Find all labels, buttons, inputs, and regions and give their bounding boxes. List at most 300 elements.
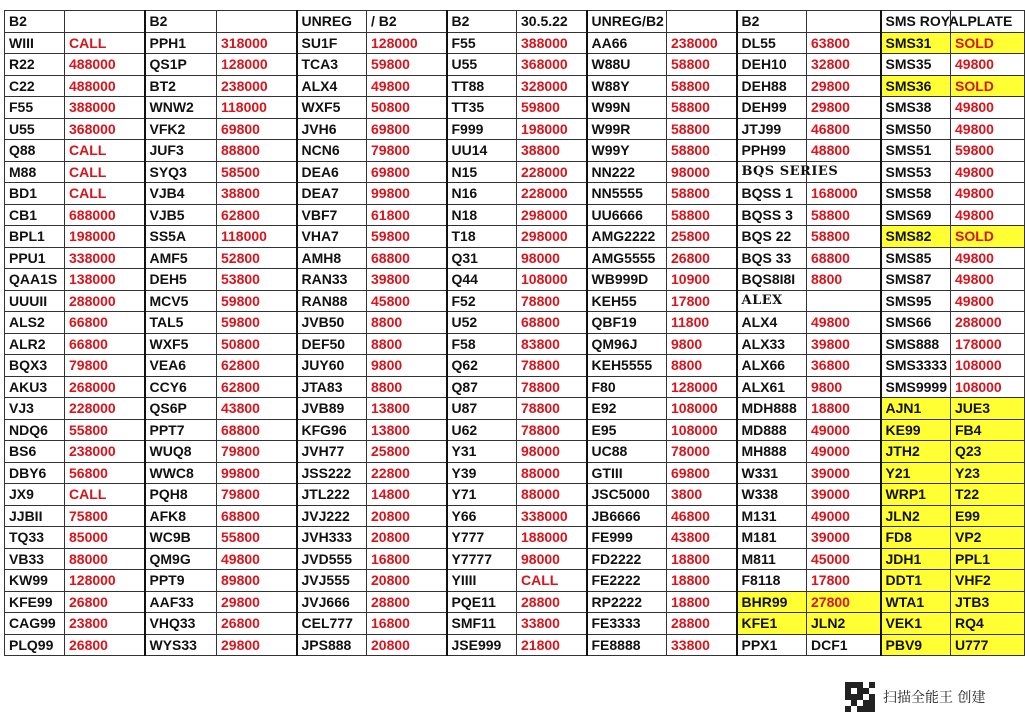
plate-price: SOLD: [951, 75, 1025, 97]
plate-price: 62800: [217, 355, 297, 377]
plate-number: WIII: [5, 32, 65, 54]
plate-price: 63800: [807, 32, 881, 54]
table-row: [5, 333, 1025, 355]
column-subheader: 30.5.22: [517, 11, 587, 33]
plate-number: Q44: [447, 269, 517, 291]
plate-number: BHR99: [737, 591, 807, 613]
plate-price: 108000: [517, 269, 587, 291]
plate-number: VJB4: [145, 183, 217, 205]
plate-price: 8800: [807, 269, 881, 291]
table-row: [5, 32, 1025, 54]
plate-price: 61800: [367, 204, 447, 226]
plate-number: JUY60: [297, 355, 367, 377]
column-subheader: [65, 11, 145, 33]
plate-number: JTB3: [951, 591, 1025, 613]
plate-price: 99800: [367, 183, 447, 205]
plate-price: 27800: [807, 591, 881, 613]
plate-price: 338000: [517, 505, 587, 527]
plate-price: CALL: [65, 183, 145, 205]
plate-number: Q31: [447, 247, 517, 269]
plate-price: 79800: [217, 441, 297, 463]
plate-price: 28800: [667, 613, 737, 635]
plate-number: FE2222: [587, 570, 667, 592]
table-row: [5, 376, 1025, 398]
plate-number: JX9: [5, 484, 65, 506]
plate-number: BQSS 1: [737, 183, 807, 205]
plate-number: AKU3: [5, 376, 65, 398]
plate-price: 198000: [65, 226, 145, 248]
plate-number: FE3333: [587, 613, 667, 635]
plate-number: VHF2: [951, 570, 1025, 592]
plate-number: U55: [447, 54, 517, 76]
plate-price: 68800: [217, 419, 297, 441]
plate-number: Q23: [951, 441, 1025, 463]
plate-number: Q87: [447, 376, 517, 398]
plate-number: ALS2: [5, 312, 65, 334]
plate-number: KFG96: [297, 419, 367, 441]
column-header: B2: [737, 11, 807, 33]
plate-number: SMS31: [881, 32, 951, 54]
plate-number: RAN88: [297, 290, 367, 312]
plate-number: VJ3: [5, 398, 65, 420]
plate-price: 9800: [367, 355, 447, 377]
plate-number: JTJ99: [737, 118, 807, 140]
plate-price: 79800: [217, 484, 297, 506]
plate-number: PLQ99: [5, 634, 65, 656]
plate-price: 59800: [367, 54, 447, 76]
plate-number: WTA1: [881, 591, 951, 613]
plate-number: UC88: [587, 441, 667, 463]
table-row: [5, 183, 1025, 205]
plate-number: SMS38: [881, 97, 951, 119]
header-row: [5, 11, 1025, 33]
plate-number: QS6P: [145, 398, 217, 420]
table-row: [5, 161, 1025, 183]
plate-price: 14800: [367, 484, 447, 506]
plate-number: BT2: [145, 75, 217, 97]
plate-price: 46800: [667, 505, 737, 527]
plate-price: 78800: [517, 355, 587, 377]
plate-number: VEK1: [881, 613, 951, 635]
plate-price: 68800: [367, 247, 447, 269]
plate-price: 28800: [517, 591, 587, 613]
plate-number: F58: [447, 333, 517, 355]
plate-price: 49800: [367, 75, 447, 97]
plate-number: JTL222: [297, 484, 367, 506]
plate-price: 13800: [367, 398, 447, 420]
plate-price: 89800: [217, 570, 297, 592]
plate-number: SMS82: [881, 226, 951, 248]
plate-price: 178000: [951, 333, 1025, 355]
plate-price: 62800: [217, 204, 297, 226]
plate-price: 62800: [217, 376, 297, 398]
plate-number: JVB50: [297, 312, 367, 334]
plate-price: 49000: [807, 441, 881, 463]
plate-price: CALL: [65, 140, 145, 162]
plate-number: WRP1: [881, 484, 951, 506]
plate-number: ALX66: [737, 355, 807, 377]
plate-price: 38800: [517, 140, 587, 162]
plate-number: F8118: [737, 570, 807, 592]
plate-price: 78800: [517, 419, 587, 441]
plate-price: 49800: [951, 54, 1025, 76]
plate-number: U62: [447, 419, 517, 441]
plate-number: WWC8: [145, 462, 217, 484]
plate-number: JVH333: [297, 527, 367, 549]
plate-number: JUF3: [145, 140, 217, 162]
plate-number: DEH88: [737, 75, 807, 97]
plate-number: PPX1: [737, 634, 807, 656]
plate-price: 18800: [667, 548, 737, 570]
plate-number: W88Y: [587, 75, 667, 97]
plate-price: 20800: [367, 634, 447, 656]
table-row: [5, 140, 1025, 162]
plate-price: 52800: [217, 247, 297, 269]
plate-number: FD8: [881, 527, 951, 549]
plate-price: 228000: [65, 398, 145, 420]
plate-number: U52: [447, 312, 517, 334]
plate-number: Y23: [951, 462, 1025, 484]
plate-price: 59800: [367, 226, 447, 248]
table-row: [5, 613, 1025, 635]
plate-price: 228000: [517, 183, 587, 205]
plate-price: CALL: [65, 32, 145, 54]
plate-price: 108000: [667, 419, 737, 441]
plate-number: TCA3: [297, 54, 367, 76]
plate-price: 49800: [951, 97, 1025, 119]
scanner-watermark: [845, 680, 985, 714]
plate-number: UU14: [447, 140, 517, 162]
plate-number: TQ33: [5, 527, 65, 549]
plate-number: M181: [737, 527, 807, 549]
plate-number: KFE99: [5, 591, 65, 613]
plate-price: 29800: [807, 75, 881, 97]
plate-price: 32800: [807, 54, 881, 76]
plate-price: 188000: [517, 527, 587, 549]
column-subheader: [667, 11, 737, 33]
plate-number: Y31: [447, 441, 517, 463]
plate-price: 88800: [217, 140, 297, 162]
plate-price: 98000: [667, 161, 737, 183]
plate-number: Y71: [447, 484, 517, 506]
plate-price: 49800: [807, 312, 881, 334]
plate-price: 8800: [367, 376, 447, 398]
plate-number: QM96J: [587, 333, 667, 355]
plate-price: 49000: [807, 419, 881, 441]
plate-number: JB6666: [587, 505, 667, 527]
plate-number: ALX61: [737, 376, 807, 398]
plate-number: SMS50: [881, 118, 951, 140]
plate-price: 50800: [367, 97, 447, 119]
plate-number: F52: [447, 290, 517, 312]
plate-price: 17800: [667, 290, 737, 312]
plate-number: WB999D: [587, 269, 667, 291]
plate-price: 59800: [217, 312, 297, 334]
plate-price: 49800: [951, 204, 1025, 226]
plate-number: PPH1: [145, 32, 217, 54]
plate-number: QAA1S: [5, 269, 65, 291]
plate-number: DEA6: [297, 161, 367, 183]
plate-number: MH888: [737, 441, 807, 463]
plate-price: 78800: [517, 376, 587, 398]
plate-number: PPH99: [737, 140, 807, 162]
plate-price: 228000: [517, 161, 587, 183]
plate-number: BQSS 3: [737, 204, 807, 226]
plate-price: 69800: [367, 161, 447, 183]
plate-number: Q62: [447, 355, 517, 377]
plate-number: SMS888: [881, 333, 951, 355]
column-header: B2: [5, 11, 65, 33]
plate-number: SMS35: [881, 54, 951, 76]
plate-number: JVH77: [297, 441, 367, 463]
plate-price: 688000: [65, 204, 145, 226]
plate-number: SMS85: [881, 247, 951, 269]
table-row: [5, 226, 1025, 248]
plate-number: PPU1: [5, 247, 65, 269]
column-header: SMS ROYALPLATE: [881, 11, 951, 33]
plate-number: TT35: [447, 97, 517, 119]
plate-price: 128000: [667, 376, 737, 398]
plate-number: W338: [737, 484, 807, 506]
plate-number: JLN2: [807, 613, 881, 635]
plate-price: 108000: [951, 355, 1025, 377]
plate-price: 23800: [65, 613, 145, 635]
plate-price: 26800: [217, 613, 297, 635]
plate-price: SOLD: [951, 226, 1025, 248]
plate-price: 368000: [517, 54, 587, 76]
plate-price: 48800: [807, 140, 881, 162]
plate-number: BD1: [5, 183, 65, 205]
plate-price: 33800: [517, 613, 587, 635]
column-header: UNREG/B2: [587, 11, 667, 33]
plate-price: 118000: [217, 226, 297, 248]
plate-price: 39000: [807, 462, 881, 484]
plate-number: MCV5: [145, 290, 217, 312]
plate-number: JTH2: [881, 441, 951, 463]
plate-number: RQ4: [951, 613, 1025, 635]
plate-number: VJB5: [145, 204, 217, 226]
plate-number: SMS69: [881, 204, 951, 226]
table-row: [5, 419, 1025, 441]
plate-price: 45800: [367, 290, 447, 312]
plate-price: 8800: [667, 355, 737, 377]
plate-price: 29800: [807, 97, 881, 119]
plate-number: DDT1: [881, 570, 951, 592]
plate-price: 58800: [667, 183, 737, 205]
plate-price: 59800: [517, 97, 587, 119]
plate-price: 9800: [807, 376, 881, 398]
table-row: [5, 355, 1025, 377]
plate-price: 45000: [807, 548, 881, 570]
plate-number: KEH55: [587, 290, 667, 312]
plate-number: PPT7: [145, 419, 217, 441]
plate-number: VBF7: [297, 204, 367, 226]
plate-price: 36800: [807, 355, 881, 377]
plate-number: RP2222: [587, 591, 667, 613]
plate-number: M811: [737, 548, 807, 570]
plate-price: 168000: [807, 183, 881, 205]
plate-price: 8800: [367, 312, 447, 334]
plate-price-table: [4, 10, 1025, 656]
plate-price: 85000: [65, 527, 145, 549]
plate-number: WUQ8: [145, 441, 217, 463]
plate-number: JSS222: [297, 462, 367, 484]
plate-price: 79800: [65, 355, 145, 377]
plate-number: WXF5: [297, 97, 367, 119]
plate-price: 3800: [667, 484, 737, 506]
plate-number: WYS33: [145, 634, 217, 656]
plate-price: 298000: [517, 226, 587, 248]
plate-number: UU6666: [587, 204, 667, 226]
plate-price: 88000: [65, 548, 145, 570]
plate-number: C22: [5, 75, 65, 97]
plate-number: DEA7: [297, 183, 367, 205]
plate-price: 25800: [367, 441, 447, 463]
plate-price: 53800: [217, 269, 297, 291]
plate-price: 49800: [951, 183, 1025, 205]
plate-price: 238000: [65, 441, 145, 463]
plate-number: JVJ555: [297, 570, 367, 592]
plate-number: JLN2: [881, 505, 951, 527]
plate-price: 78800: [517, 290, 587, 312]
plate-price: 66800: [65, 312, 145, 334]
plate-price: 58800: [667, 54, 737, 76]
plate-price: 58800: [667, 97, 737, 119]
plate-number: T22: [951, 484, 1025, 506]
plate-price: 39800: [807, 333, 881, 355]
plate-price: 58800: [667, 204, 737, 226]
plate-number: GTIII: [587, 462, 667, 484]
plate-number: SMS53: [881, 161, 951, 183]
plate-number: SMS51: [881, 140, 951, 162]
plate-number: JVH6: [297, 118, 367, 140]
plate-number: AAF33: [145, 591, 217, 613]
plate-price: 58800: [807, 204, 881, 226]
plate-number: Q88: [5, 140, 65, 162]
plate-number: QS1P: [145, 54, 217, 76]
plate-price: 49800: [951, 247, 1025, 269]
plate-number: TAL5: [145, 312, 217, 334]
plate-number: FD2222: [587, 548, 667, 570]
plate-price: 26800: [65, 591, 145, 613]
plate-price: CALL: [65, 161, 145, 183]
plate-price: 50800: [217, 333, 297, 355]
plate-number: DBY6: [5, 462, 65, 484]
plate-price: 55800: [65, 419, 145, 441]
plate-price: 46800: [807, 118, 881, 140]
plate-number: AMG2222: [587, 226, 667, 248]
plate-number: TT88: [447, 75, 517, 97]
plate-number: SMS87: [881, 269, 951, 291]
plate-price: 38800: [217, 183, 297, 205]
plate-price: [807, 290, 881, 312]
plate-price: 20800: [367, 505, 447, 527]
plate-number: Y7777: [447, 548, 517, 570]
plate-number: PPT9: [145, 570, 217, 592]
plate-price: 55800: [217, 527, 297, 549]
plate-price: 238000: [667, 32, 737, 54]
plate-price: 88000: [517, 484, 587, 506]
plate-number: N16: [447, 183, 517, 205]
plate-number: U777: [951, 634, 1025, 656]
plate-number: W88U: [587, 54, 667, 76]
plate-price: 10900: [667, 269, 737, 291]
plate-price: 58800: [667, 140, 737, 162]
plate-number: Y39: [447, 462, 517, 484]
table-row: [5, 462, 1025, 484]
plate-number: KEH5555: [587, 355, 667, 377]
plate-number: SU1F: [297, 32, 367, 54]
plate-number: W99R: [587, 118, 667, 140]
plate-price: 18800: [667, 591, 737, 613]
plate-price: 128000: [65, 570, 145, 592]
plate-number: SMS36: [881, 75, 951, 97]
plate-price: 68800: [217, 505, 297, 527]
plate-number: VFK2: [145, 118, 217, 140]
plate-price: 288000: [65, 290, 145, 312]
plate-price: 118000: [217, 97, 297, 119]
plate-number: BQS SERIES: [737, 161, 807, 183]
plate-price: 108000: [667, 398, 737, 420]
plate-price: 128000: [367, 32, 447, 54]
plate-price: 43800: [217, 398, 297, 420]
plate-number: JJBII: [5, 505, 65, 527]
plate-price: 20800: [367, 527, 447, 549]
plate-price: CALL: [65, 484, 145, 506]
table-row: [5, 204, 1025, 226]
plate-price: 79800: [367, 140, 447, 162]
plate-number: ALX4: [737, 312, 807, 334]
plate-number: JDH1: [881, 548, 951, 570]
plate-number: Y21: [881, 462, 951, 484]
plate-price: 98000: [517, 548, 587, 570]
plate-number: M131: [737, 505, 807, 527]
plate-number: DEF50: [297, 333, 367, 355]
plate-number: DEH10: [737, 54, 807, 76]
plate-number: U55: [5, 118, 65, 140]
plate-price: 66800: [65, 333, 145, 355]
plate-number: ALX4: [297, 75, 367, 97]
plate-price: 68800: [807, 247, 881, 269]
plate-price: 22800: [367, 462, 447, 484]
column-subheader: / B2: [367, 11, 447, 33]
plate-price: 18800: [667, 570, 737, 592]
column-subheader: [807, 11, 881, 33]
plate-price: 99800: [217, 462, 297, 484]
plate-number: MDH888: [737, 398, 807, 420]
plate-price: 69800: [667, 462, 737, 484]
plate-number: NN222: [587, 161, 667, 183]
plate-price: 69800: [367, 118, 447, 140]
table-row: [5, 505, 1025, 527]
plate-price: 20800: [367, 570, 447, 592]
plate-number: SS5A: [145, 226, 217, 248]
table-row: [5, 484, 1025, 506]
plate-price: 17800: [807, 570, 881, 592]
plate-price: 108000: [951, 376, 1025, 398]
plate-number: W99N: [587, 97, 667, 119]
plate-number: AMF5: [145, 247, 217, 269]
plate-number: F80: [587, 376, 667, 398]
table-row: [5, 54, 1025, 76]
table-row: [5, 548, 1025, 570]
column-header: B2: [447, 11, 517, 33]
plate-price: 268000: [65, 376, 145, 398]
plate-number: F55: [447, 32, 517, 54]
plate-price: 328000: [517, 75, 587, 97]
plate-price: 59800: [217, 290, 297, 312]
plate-number: QM9G: [145, 548, 217, 570]
